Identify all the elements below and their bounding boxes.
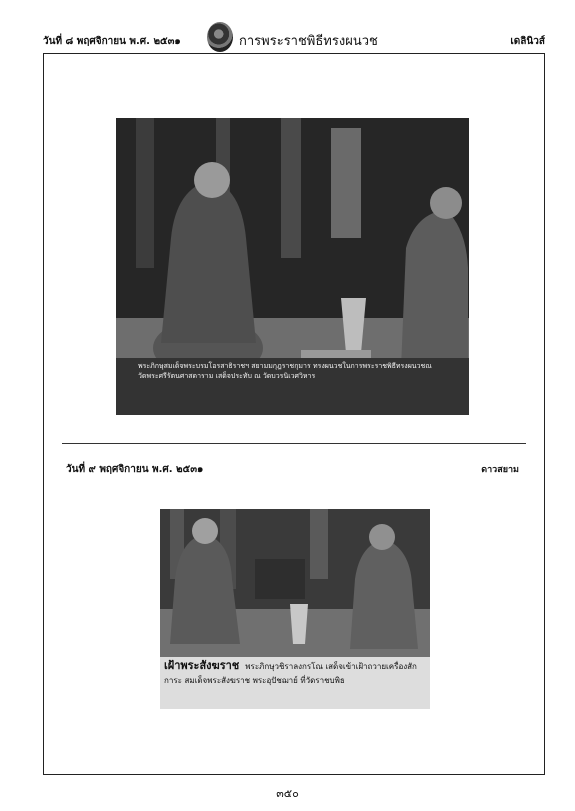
- header-date: วันที่ ๘ พฤศจิกายน พ.ศ. ๒๕๓๑: [43, 36, 181, 47]
- clipping-2-body: พระภิกษุวชิราลงกรโณ เสด็จเข้าเฝ้าถวายเครื่องสักการะ สมเด็จพระสังฆราช พระอุปัชฌาย์ ที่วัดราชบพิธ: [164, 662, 417, 685]
- section-2-newspaper: ดาวสยาม: [481, 465, 519, 475]
- ceremony-photo-2-illustration: [160, 509, 430, 657]
- page-header: [43, 22, 545, 52]
- clipping-2-caption: [164, 659, 426, 688]
- header-newspaper: เดลินิวส์: [510, 36, 545, 47]
- photo-1-caption: พระภิกษุสมเด็จพระบรมโอรสาธิราชฯ สยามมกุฎราชกุมาร ทรงผนวชในการพระราชพิธีทรงผนวชณ วัดพระศรีรัตนศาสดาราม เสด็จประทับ ณ วัดบวรนิเวศวิหาร: [138, 362, 432, 380]
- frame-right-rule: [544, 53, 545, 775]
- frame-left-rule: [43, 53, 44, 775]
- royal-seal-emblem: [207, 22, 233, 52]
- header-title: การพระราชพิธีทรงผนวช: [239, 34, 378, 49]
- frame-bottom-rule: [43, 774, 545, 775]
- ceremony-photo-2: [160, 509, 430, 657]
- clipping-2-headline: เฝ้าพระสังฆราช: [164, 659, 240, 672]
- section-divider: [62, 443, 526, 444]
- section-2-date: วันที่ ๙ พฤศจิกายน พ.ศ. ๒๕๓๑: [66, 464, 204, 475]
- newspaper-clipping-2: [160, 509, 430, 709]
- ceremony-photo-1: [116, 118, 469, 415]
- page-number: ๓๕๐: [276, 787, 299, 800]
- frame-top-rule: [43, 53, 545, 54]
